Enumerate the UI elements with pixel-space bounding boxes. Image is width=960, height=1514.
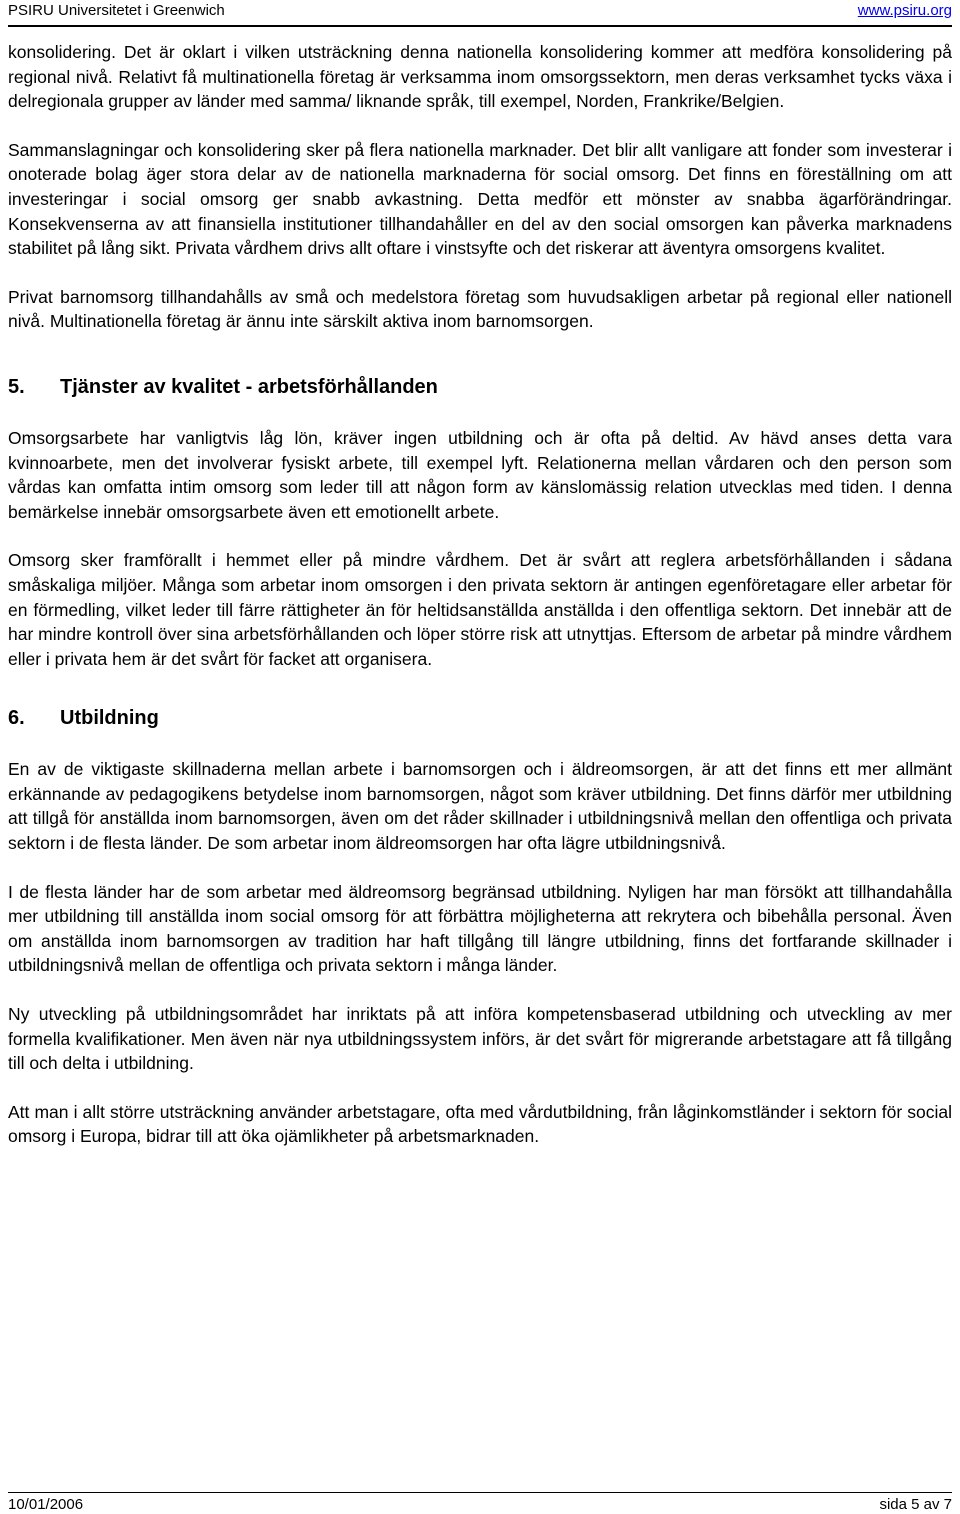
- paragraph-competence-training: Ny utveckling på utbildningsområdet har inriktats på att införa kompetensbaserad utbildning och utveckling av mer formella kvalifikationer. Men även när nya utbildningssystem införs, är det svårt för migrerande arbetstagare att få tillgång till och delta i utbildning.: [8, 1004, 952, 1074]
- paragraph-mergers: Sammanslagningar och konsolidering sker på flera nationella marknader. Det blir allt vanligare att fonder som investerar i onoterade bolag äger stora delar av de nationella marknaderna för social omsorg. Det finns en föreställning om att investeringar i social omsorg ger snabb avkastning. Detta medför ett mönster av snabba ägarförändringar. Konsekvenserna av att finansiella institutioner tillhandahåller en del av den social omsorgen kan påverka marknadens stabilitet på lång sikt. Privata vårdhem drivs allt oftare i vinstsyfte och det riskerar att äventyra omsorgens kvalitet.: [8, 139, 952, 259]
- footer-date: 10/01/2006: [8, 1496, 84, 1513]
- section-heading-education: [8, 705, 952, 731]
- paragraph-elderly-care-training: I de flesta länder har de som arbetar med äldreomsorg begränsad utbildning. Nyligen har man försökt att tillhandahålla mer utbildning till anställda inom social omsorg för att förbättra möjligheterna att rekrytera och bibehålla personal. Även om anställda inom barnomsorgen av tradition har haft tillgång till längre utbildning, finns det fortfarande skillnader i utbildningsnivå mellan de offentliga och privata sektorn i många länder.: [8, 881, 952, 976]
- section-title: Utbildning: [60, 707, 159, 730]
- paragraph-migrant-workers: Att man i allt större utsträckning använder arbetstagare, ofta med vårdutbildning, från låginkomstländer i sektorn för social omsorg i Europa, bidrar till att öka ojämlikheter på arbetsmarknaden.: [8, 1101, 952, 1147]
- section-number: 5.: [8, 375, 25, 398]
- paragraph-education-differences: En av de viktigaste skillnaderna mellan arbete i barnomsorgen och i äldreomsorgen, är att det finns ett mer allmänt erkännande av pedagogikens betydelse inom barnomsorgen, något som kräver utbildning. Det finns därför mer utbildning att tillgå för anställda inom barnomsorgen, även om det råder skillnader i utbildningsnivå mellan den offentliga och privata sektorn i de flesta länder. De som arbetar inom äldreomsorgen har ofta lägre utbildningsnivå.: [8, 759, 952, 854]
- section-number: 6.: [8, 707, 25, 730]
- document-body: [8, 40, 952, 1173]
- footer-page-number: sida 5 av 7: [879, 1496, 952, 1513]
- paragraph-care-work: Omsorgsarbete har vanligtvis låg lön, kräver ingen utbildning och är ofta på deltid. Av hävd anses detta vara kvinnoarbete, men det involverar fysiskt arbete, till exempel lyft. Relationerna mellan vårdaren och den person som vårdas kan omfatta intim omsorg som leder till att någon form av känslomässig relation utvecklas med tiden. I denna bemärkelse innebär omsorgsarbete även ett emotionellt arbete.: [8, 427, 952, 522]
- paragraph-consolidation: konsolidering. Det är oklart i vilken utsträckning denna nationella konsolidering kommer att medföra konsolidering på regional nivå. Relativt få multinationella företag är verksamma inom omsorgssektorn, men deras verksamhet tycks växa i delregionala grupper av länder med samma/ liknande språk, till exempel, Norden, Frankrike/Belgien.: [8, 42, 952, 112]
- header-organization: PSIRU Universitetet i Greenwich: [8, 2, 225, 19]
- header-website-link[interactable]: www.psiru.org: [857, 2, 952, 19]
- section-heading-quality-services: [8, 374, 952, 400]
- paragraph-private-childcare: Privat barnomsorg tillhandahålls av små och medelstora företag som huvudsakligen arbetar på regional eller nationell nivå. Multinationella företag är ännu inte särskilt aktiva inom barnomsorgen.: [8, 286, 952, 332]
- section-title: Tjänster av kvalitet - arbetsförhållanden: [60, 375, 438, 398]
- paragraph-home-care: Omsorg sker framförallt i hemmet eller på mindre vårdhem. Det är svårt att reglera arbetsförhållanden i sådana småskaliga miljöer. Många som arbetar inom omsorgen i den privata sektorn är antingen egenföretagare eller arbetar för en förmedling, vilket leder till färre rättigheter än för heltidsanställda anställda i den offentliga sektorn. Det innebär att de har mindre kontroll över sina arbetsförhållanden och löper större risk att utnyttjas. Eftersom de arbetar på mindre vårdhem eller i privata hem är det svårt för facket att organisera.: [8, 550, 952, 669]
- page-header: [8, 0, 952, 27]
